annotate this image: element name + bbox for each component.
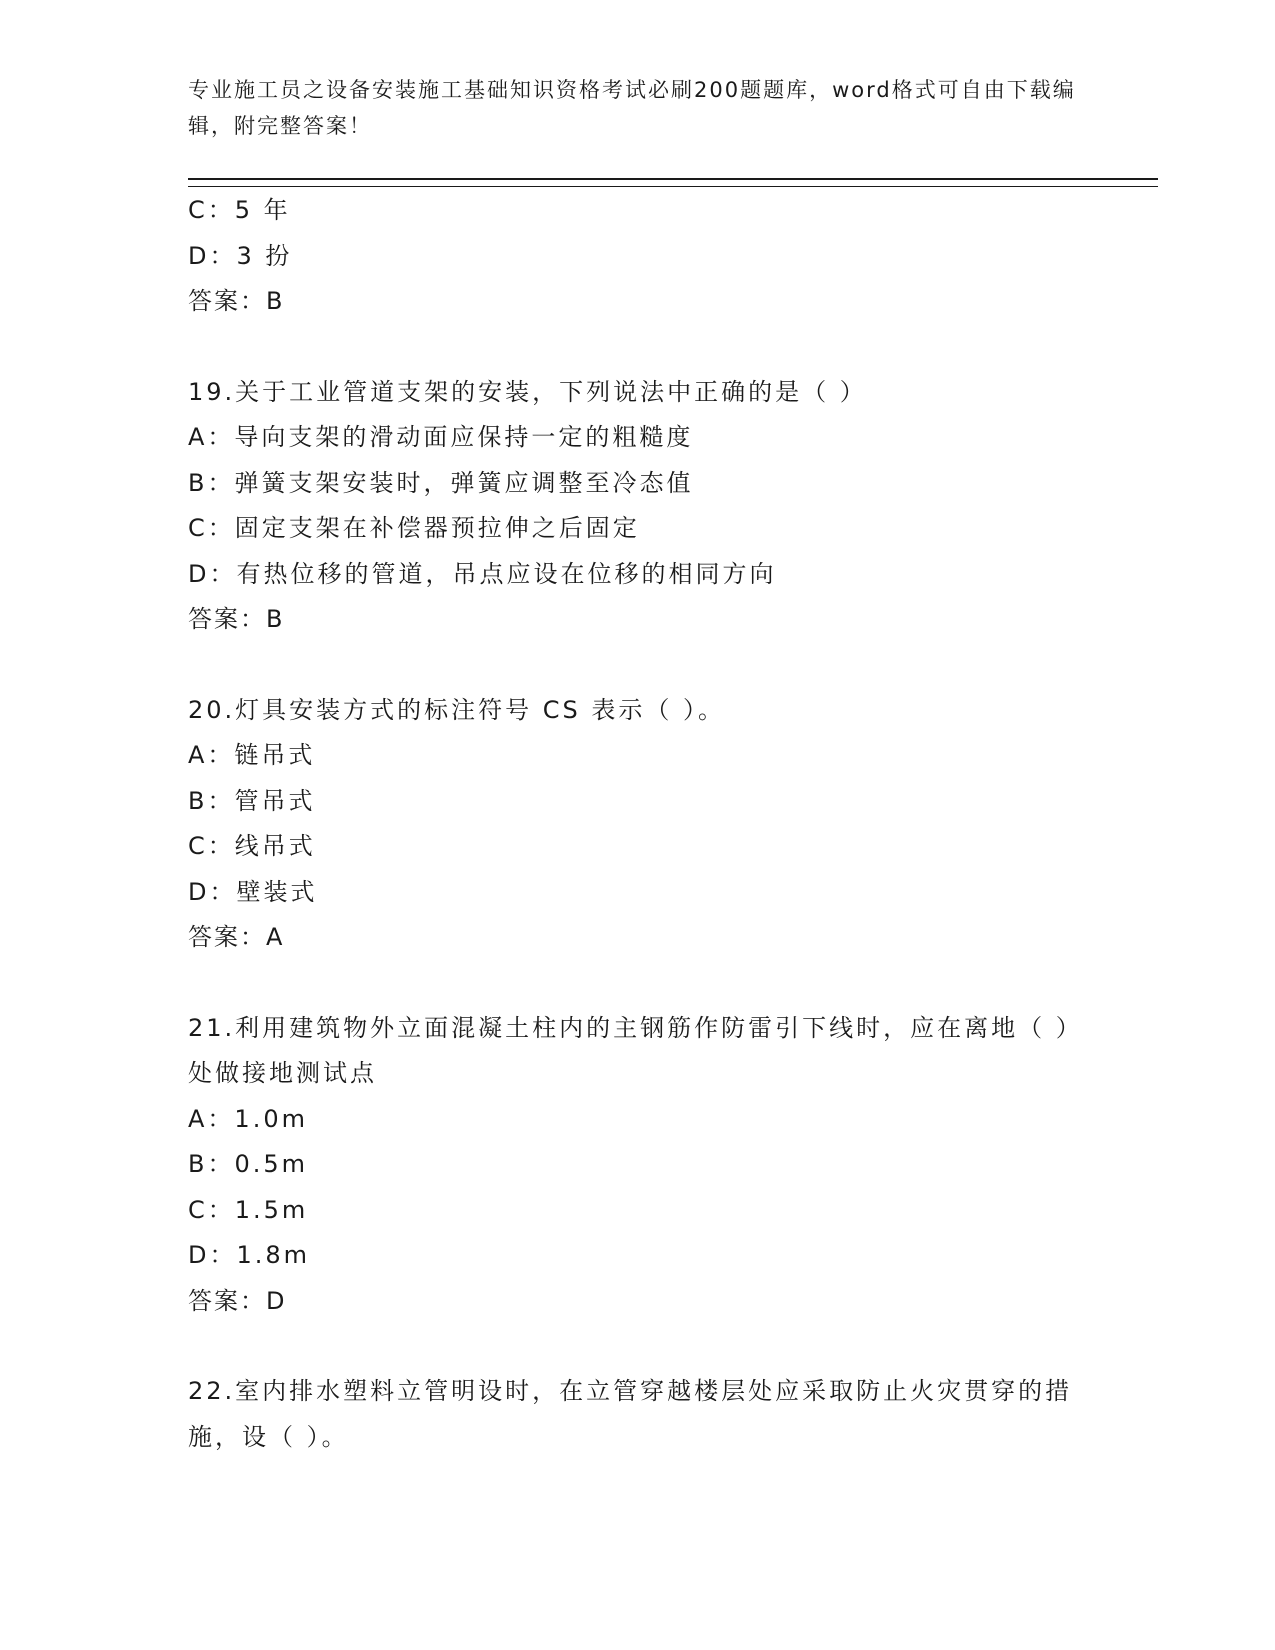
- option-c: C：1.5m: [188, 1195, 309, 1224]
- option-c: C：线吊式: [188, 832, 316, 860]
- option-b: B：0.5m: [188, 1150, 309, 1178]
- option-c: C：5 年: [188, 196, 291, 224]
- question-text: 22.室内排水塑料立管明设时，在立管穿越楼层处应采取防止火灾贯穿的措施，设（ ）。: [188, 1377, 1073, 1451]
- option-a: A：链吊式: [188, 741, 316, 769]
- option-b: B：弹簧支架安装时，弹簧应调整至冷态值: [188, 468, 694, 497]
- question-block-22: [188, 1369, 1088, 1460]
- question-block-21: [188, 1006, 1088, 1325]
- question-list: [188, 188, 1088, 1460]
- option-d: D：3 扮: [188, 241, 293, 270]
- question-block-20: [188, 688, 1088, 961]
- answer-line: 答案：A: [188, 923, 285, 951]
- option-a: A：导向支架的滑动面应保持一定的粗糙度: [188, 423, 694, 451]
- option-d: D：1.8m: [188, 1241, 311, 1269]
- option-b: B：管吊式: [188, 786, 316, 815]
- answer-line: 答案：B: [188, 287, 285, 315]
- document-title: 专业施工员之设备安装施工基础知识资格考试必刷200题题库，word格式可自由下载编辑，附完整答案！: [188, 78, 1076, 138]
- page-header: [188, 72, 1088, 144]
- option-d: D：壁装式: [188, 877, 318, 906]
- question-text: 19.关于工业管道支架的安装，下列说法中正确的是（ ）: [188, 377, 867, 406]
- question-block-prev: [188, 188, 1088, 325]
- option-a: A：1.0m: [188, 1104, 308, 1133]
- option-c: C：固定支架在补偿器预拉伸之后固定: [188, 514, 640, 542]
- question-text: 20.灯具安装方式的标注符号 CS 表示（ ）。: [188, 695, 726, 724]
- answer-line: 答案：B: [188, 605, 285, 633]
- header-divider: [188, 178, 1158, 187]
- question-text: 21.利用建筑物外立面混凝土柱内的主钢筋作防雷引下线时，应在离地（ ）处做接地测试点: [188, 1013, 1083, 1087]
- question-block-19: [188, 370, 1088, 643]
- answer-line: 答案：D: [188, 1286, 287, 1315]
- option-d: D：有热位移的管道，吊点应设在位移的相同方向: [188, 559, 777, 588]
